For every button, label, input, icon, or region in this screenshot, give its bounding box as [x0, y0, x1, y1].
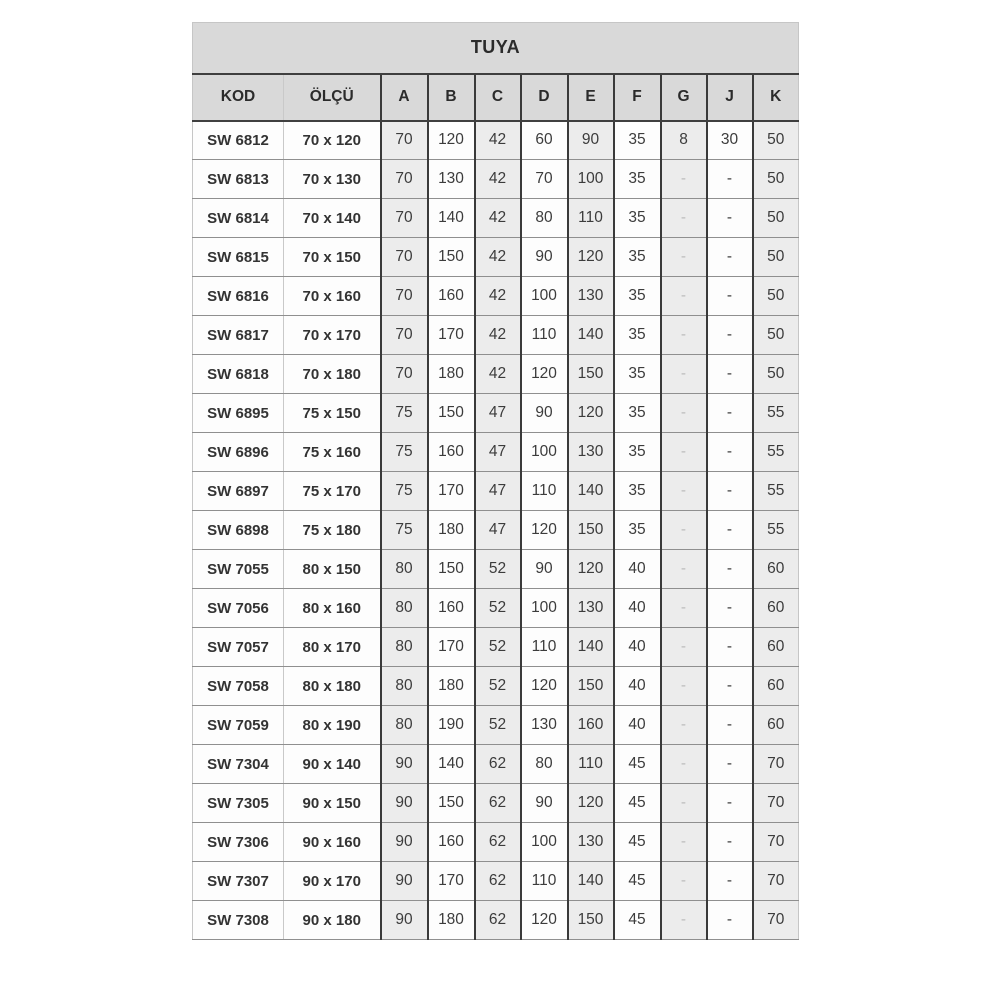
cell-l: 90 x 140	[284, 745, 381, 784]
cell-kod: SW 7306	[193, 823, 284, 862]
cell-a: 75	[381, 433, 428, 472]
table-row	[193, 901, 799, 940]
cell-f: 35	[614, 277, 661, 316]
cell-c: 47	[475, 511, 521, 550]
cell-f: 35	[614, 511, 661, 550]
table-row	[193, 316, 799, 355]
cell-e: 130	[568, 823, 614, 862]
cell-j: -	[707, 589, 753, 628]
cell-f: 45	[614, 901, 661, 940]
cell-k: 50	[753, 355, 799, 394]
cell-j: -	[707, 238, 753, 277]
column-header-7: F	[614, 74, 661, 121]
cell-c: 42	[475, 121, 521, 160]
cell-a: 70	[381, 355, 428, 394]
cell-k: 60	[753, 628, 799, 667]
cell-g: -	[661, 511, 707, 550]
cell-f: 45	[614, 784, 661, 823]
cell-a: 90	[381, 784, 428, 823]
cell-c: 42	[475, 316, 521, 355]
table-row	[193, 511, 799, 550]
table-row	[193, 862, 799, 901]
cell-e: 150	[568, 511, 614, 550]
cell-j: -	[707, 160, 753, 199]
cell-f: 40	[614, 667, 661, 706]
cell-g: -	[661, 277, 707, 316]
table-row	[193, 550, 799, 589]
cell-g: -	[661, 784, 707, 823]
cell-e: 90	[568, 121, 614, 160]
cell-kod: SW 6896	[193, 433, 284, 472]
cell-l: 70 x 160	[284, 277, 381, 316]
cell-c: 47	[475, 472, 521, 511]
cell-c: 52	[475, 550, 521, 589]
cell-kod: SW 6818	[193, 355, 284, 394]
cell-e: 100	[568, 160, 614, 199]
header-row	[193, 74, 799, 121]
cell-e: 120	[568, 550, 614, 589]
cell-b: 130	[428, 160, 475, 199]
column-header-2: A	[381, 74, 428, 121]
cell-j: -	[707, 277, 753, 316]
cell-e: 140	[568, 472, 614, 511]
cell-k: 50	[753, 316, 799, 355]
cell-g: -	[661, 160, 707, 199]
cell-c: 42	[475, 160, 521, 199]
cell-f: 45	[614, 745, 661, 784]
cell-b: 180	[428, 667, 475, 706]
cell-g: -	[661, 862, 707, 901]
cell-kod: SW 6897	[193, 472, 284, 511]
cell-e: 130	[568, 277, 614, 316]
cell-b: 190	[428, 706, 475, 745]
cell-kod: SW 6815	[193, 238, 284, 277]
cell-k: 60	[753, 589, 799, 628]
cell-k: 70	[753, 784, 799, 823]
cell-c: 62	[475, 784, 521, 823]
cell-kod: SW 6816	[193, 277, 284, 316]
cell-b: 170	[428, 862, 475, 901]
cell-f: 35	[614, 316, 661, 355]
cell-g: -	[661, 199, 707, 238]
cell-d: 100	[521, 277, 568, 316]
cell-f: 35	[614, 394, 661, 433]
cell-d: 100	[521, 823, 568, 862]
cell-kod: SW 6817	[193, 316, 284, 355]
cell-e: 120	[568, 238, 614, 277]
cell-kod: SW 6812	[193, 121, 284, 160]
column-header-1: ÖLÇÜ	[284, 74, 381, 121]
cell-d: 120	[521, 511, 568, 550]
table-row	[193, 823, 799, 862]
cell-g: -	[661, 238, 707, 277]
cell-k: 60	[753, 667, 799, 706]
cell-l: 70 x 140	[284, 199, 381, 238]
cell-f: 35	[614, 121, 661, 160]
cell-b: 170	[428, 628, 475, 667]
cell-e: 120	[568, 394, 614, 433]
cell-j: -	[707, 745, 753, 784]
cell-f: 35	[614, 238, 661, 277]
cell-j: -	[707, 394, 753, 433]
cell-k: 55	[753, 472, 799, 511]
cell-b: 180	[428, 355, 475, 394]
cell-a: 70	[381, 121, 428, 160]
cell-f: 40	[614, 628, 661, 667]
cell-k: 55	[753, 433, 799, 472]
cell-d: 130	[521, 706, 568, 745]
column-header-10: K	[753, 74, 799, 121]
cell-l: 75 x 150	[284, 394, 381, 433]
cell-kod: SW 7308	[193, 901, 284, 940]
cell-b: 150	[428, 238, 475, 277]
cell-c: 52	[475, 628, 521, 667]
cell-j: -	[707, 667, 753, 706]
table-row	[193, 394, 799, 433]
cell-a: 75	[381, 394, 428, 433]
cell-l: 80 x 150	[284, 550, 381, 589]
cell-g: -	[661, 433, 707, 472]
table-row	[193, 589, 799, 628]
cell-l: 90 x 150	[284, 784, 381, 823]
cell-f: 35	[614, 472, 661, 511]
cell-d: 90	[521, 394, 568, 433]
table-row	[193, 160, 799, 199]
table-row	[193, 706, 799, 745]
cell-j: -	[707, 706, 753, 745]
cell-c: 62	[475, 823, 521, 862]
cell-f: 40	[614, 706, 661, 745]
cell-e: 150	[568, 901, 614, 940]
cell-f: 45	[614, 823, 661, 862]
column-header-3: B	[428, 74, 475, 121]
cell-j: -	[707, 550, 753, 589]
cell-g: -	[661, 316, 707, 355]
cell-a: 70	[381, 277, 428, 316]
cell-d: 90	[521, 784, 568, 823]
cell-kod: SW 7304	[193, 745, 284, 784]
cell-j: -	[707, 199, 753, 238]
cell-j: -	[707, 511, 753, 550]
cell-b: 170	[428, 472, 475, 511]
cell-f: 40	[614, 589, 661, 628]
cell-e: 130	[568, 433, 614, 472]
cell-e: 110	[568, 745, 614, 784]
cell-e: 110	[568, 199, 614, 238]
cell-l: 70 x 120	[284, 121, 381, 160]
table-row	[193, 238, 799, 277]
table-row	[193, 628, 799, 667]
cell-a: 90	[381, 745, 428, 784]
cell-g: -	[661, 745, 707, 784]
cell-d: 100	[521, 589, 568, 628]
cell-kod: SW 7058	[193, 667, 284, 706]
cell-d: 100	[521, 433, 568, 472]
cell-l: 80 x 190	[284, 706, 381, 745]
cell-b: 160	[428, 589, 475, 628]
cell-a: 80	[381, 706, 428, 745]
cell-kod: SW 7305	[193, 784, 284, 823]
cell-l: 75 x 160	[284, 433, 381, 472]
product-spec-table	[192, 22, 799, 940]
cell-k: 50	[753, 238, 799, 277]
cell-j: -	[707, 433, 753, 472]
cell-l: 70 x 150	[284, 238, 381, 277]
cell-b: 150	[428, 550, 475, 589]
table-row	[193, 472, 799, 511]
cell-kod: SW 6814	[193, 199, 284, 238]
cell-k: 50	[753, 121, 799, 160]
cell-k: 55	[753, 394, 799, 433]
cell-j: -	[707, 472, 753, 511]
cell-l: 75 x 170	[284, 472, 381, 511]
cell-c: 42	[475, 355, 521, 394]
cell-b: 140	[428, 199, 475, 238]
cell-b: 170	[428, 316, 475, 355]
cell-a: 80	[381, 589, 428, 628]
cell-kod: SW 7059	[193, 706, 284, 745]
title-row	[193, 23, 799, 74]
cell-l: 80 x 170	[284, 628, 381, 667]
cell-d: 80	[521, 745, 568, 784]
cell-j: 30	[707, 121, 753, 160]
cell-g: -	[661, 667, 707, 706]
cell-k: 60	[753, 706, 799, 745]
cell-g: -	[661, 901, 707, 940]
cell-g: -	[661, 628, 707, 667]
cell-b: 160	[428, 277, 475, 316]
cell-f: 40	[614, 550, 661, 589]
cell-k: 55	[753, 511, 799, 550]
cell-c: 47	[475, 433, 521, 472]
column-header-5: D	[521, 74, 568, 121]
column-header-4: C	[475, 74, 521, 121]
cell-b: 120	[428, 121, 475, 160]
cell-j: -	[707, 784, 753, 823]
cell-kod: SW 7056	[193, 589, 284, 628]
cell-e: 150	[568, 355, 614, 394]
cell-e: 140	[568, 862, 614, 901]
cell-c: 62	[475, 745, 521, 784]
cell-d: 110	[521, 316, 568, 355]
cell-k: 50	[753, 199, 799, 238]
cell-a: 70	[381, 160, 428, 199]
cell-d: 110	[521, 628, 568, 667]
cell-f: 35	[614, 355, 661, 394]
cell-b: 180	[428, 901, 475, 940]
column-header-9: J	[707, 74, 753, 121]
cell-c: 42	[475, 238, 521, 277]
cell-e: 160	[568, 706, 614, 745]
cell-g: -	[661, 394, 707, 433]
cell-k: 70	[753, 745, 799, 784]
cell-k: 70	[753, 901, 799, 940]
cell-k: 50	[753, 160, 799, 199]
cell-d: 120	[521, 355, 568, 394]
table-row	[193, 121, 799, 160]
cell-b: 150	[428, 784, 475, 823]
cell-g: -	[661, 706, 707, 745]
cell-kod: SW 7057	[193, 628, 284, 667]
cell-c: 42	[475, 277, 521, 316]
cell-g: -	[661, 472, 707, 511]
cell-f: 35	[614, 160, 661, 199]
cell-d: 90	[521, 550, 568, 589]
cell-l: 80 x 160	[284, 589, 381, 628]
cell-a: 80	[381, 550, 428, 589]
cell-kod: SW 6898	[193, 511, 284, 550]
table-row	[193, 667, 799, 706]
cell-e: 150	[568, 667, 614, 706]
column-header-8: G	[661, 74, 707, 121]
cell-a: 80	[381, 667, 428, 706]
cell-d: 60	[521, 121, 568, 160]
table-row	[193, 199, 799, 238]
cell-d: 120	[521, 901, 568, 940]
table-row	[193, 784, 799, 823]
cell-j: -	[707, 823, 753, 862]
cell-j: -	[707, 901, 753, 940]
cell-e: 140	[568, 628, 614, 667]
cell-g: -	[661, 823, 707, 862]
cell-c: 47	[475, 394, 521, 433]
cell-g: -	[661, 589, 707, 628]
cell-j: -	[707, 316, 753, 355]
cell-k: 60	[753, 550, 799, 589]
cell-d: 120	[521, 667, 568, 706]
cell-g: -	[661, 355, 707, 394]
table-row	[193, 277, 799, 316]
column-header-0: KOD	[193, 74, 284, 121]
cell-l: 70 x 180	[284, 355, 381, 394]
cell-a: 70	[381, 199, 428, 238]
cell-d: 110	[521, 862, 568, 901]
table-title: TUYA	[193, 23, 799, 74]
cell-l: 80 x 180	[284, 667, 381, 706]
cell-a: 75	[381, 472, 428, 511]
cell-a: 70	[381, 238, 428, 277]
cell-d: 110	[521, 472, 568, 511]
cell-f: 45	[614, 862, 661, 901]
table-row	[193, 355, 799, 394]
cell-f: 35	[614, 433, 661, 472]
cell-j: -	[707, 862, 753, 901]
table-row	[193, 433, 799, 472]
cell-l: 75 x 180	[284, 511, 381, 550]
cell-d: 80	[521, 199, 568, 238]
cell-l: 70 x 130	[284, 160, 381, 199]
cell-e: 120	[568, 784, 614, 823]
cell-kod: SW 6895	[193, 394, 284, 433]
cell-c: 62	[475, 862, 521, 901]
table-row	[193, 745, 799, 784]
cell-j: -	[707, 355, 753, 394]
cell-c: 52	[475, 706, 521, 745]
cell-b: 150	[428, 394, 475, 433]
cell-d: 70	[521, 160, 568, 199]
cell-a: 80	[381, 628, 428, 667]
cell-a: 90	[381, 862, 428, 901]
cell-l: 90 x 160	[284, 823, 381, 862]
cell-l: 90 x 170	[284, 862, 381, 901]
column-header-6: E	[568, 74, 614, 121]
cell-a: 90	[381, 901, 428, 940]
cell-b: 160	[428, 823, 475, 862]
cell-c: 42	[475, 199, 521, 238]
cell-j: -	[707, 628, 753, 667]
cell-a: 75	[381, 511, 428, 550]
cell-f: 35	[614, 199, 661, 238]
cell-l: 90 x 180	[284, 901, 381, 940]
cell-c: 62	[475, 901, 521, 940]
cell-a: 70	[381, 316, 428, 355]
cell-kod: SW 7055	[193, 550, 284, 589]
cell-l: 70 x 170	[284, 316, 381, 355]
cell-c: 52	[475, 589, 521, 628]
cell-kod: SW 7307	[193, 862, 284, 901]
cell-kod: SW 6813	[193, 160, 284, 199]
cell-d: 90	[521, 238, 568, 277]
cell-b: 140	[428, 745, 475, 784]
cell-a: 90	[381, 823, 428, 862]
cell-k: 70	[753, 862, 799, 901]
cell-g: -	[661, 550, 707, 589]
cell-g: 8	[661, 121, 707, 160]
cell-b: 180	[428, 511, 475, 550]
cell-k: 50	[753, 277, 799, 316]
cell-e: 130	[568, 589, 614, 628]
cell-k: 70	[753, 823, 799, 862]
cell-e: 140	[568, 316, 614, 355]
table-body	[193, 121, 799, 940]
cell-c: 52	[475, 667, 521, 706]
cell-b: 160	[428, 433, 475, 472]
